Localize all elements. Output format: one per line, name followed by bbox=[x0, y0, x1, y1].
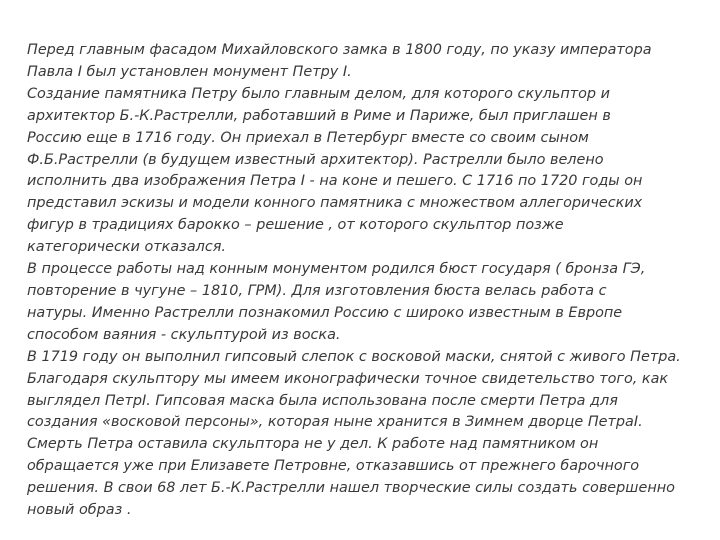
text-line: категорически отказался. bbox=[27, 239, 226, 256]
text-line: обращается уже при Елизавете Петровне, отказавшись от прежнего барочного bbox=[27, 458, 640, 475]
text-line: Павла I был установлен монумент Петру I. bbox=[27, 63, 352, 80]
text-line: Смерть Петра оставила скульптора не у дел. К работе над памятником он bbox=[27, 436, 599, 453]
text-line: Ф.Б.Растрелли (в будущем известный архитектор). Растрелли было велено bbox=[27, 151, 604, 168]
text-line: исполнить два изображения Петра I - на коне и пешего. С 1716 по 1720 годы он bbox=[27, 173, 643, 190]
text-line: Перед главным фасадом Михайловского замка в 1800 году, по указу императора bbox=[27, 42, 652, 58]
text-line: Россию еще в 1716 году. Он приехал в Петербург вместе со своим сыном bbox=[27, 129, 589, 146]
text-line: решения. В свои 68 лет Б.-К.Растрелли нашел творческие силы создать совершенно bbox=[27, 480, 675, 497]
text-line: натуры. Именно Растрелли познакомил Россию с широко известным в Европе bbox=[27, 304, 623, 321]
text-line: В 1719 году он выполнил гипсовый слепок с восковой маски, снятой с живого Петра. bbox=[27, 348, 681, 365]
text-line: повторение в чугуне – 1810, ГРМ). Для изготовления бюста велась работа с bbox=[27, 282, 607, 299]
text-line: новый образ . bbox=[27, 502, 132, 519]
text-line: способом ваяния - скульптурой из воска. bbox=[27, 326, 341, 343]
text-line: создания «восковой персоны», которая ныне хранится в Зимнем дворце ПетраI. bbox=[27, 414, 643, 431]
text-line: Благодаря скульптору мы имеем иконографически точное свидетельство того, как bbox=[27, 370, 669, 387]
text-line: фигур в традициях барокко – решение , от которого скульптор позже bbox=[27, 217, 564, 234]
text-line: Создание памятника Петру было главным делом, для которого скульптор и bbox=[27, 85, 610, 102]
text-line: В процессе работы над конным монументом родился бюст государя ( бронза ГЭ, bbox=[27, 261, 646, 278]
body-text bbox=[27, 40, 707, 522]
text-line: выглядел ПетрI. Гипсовая маска была использована после смерти Петра для bbox=[27, 392, 618, 409]
text-line: представил эскизы и модели конного памятника с множеством аллегорических bbox=[27, 195, 643, 212]
text-line: архитектор Б.-К.Растрелли, работавший в Риме и Париже, был приглашен в bbox=[27, 107, 611, 124]
